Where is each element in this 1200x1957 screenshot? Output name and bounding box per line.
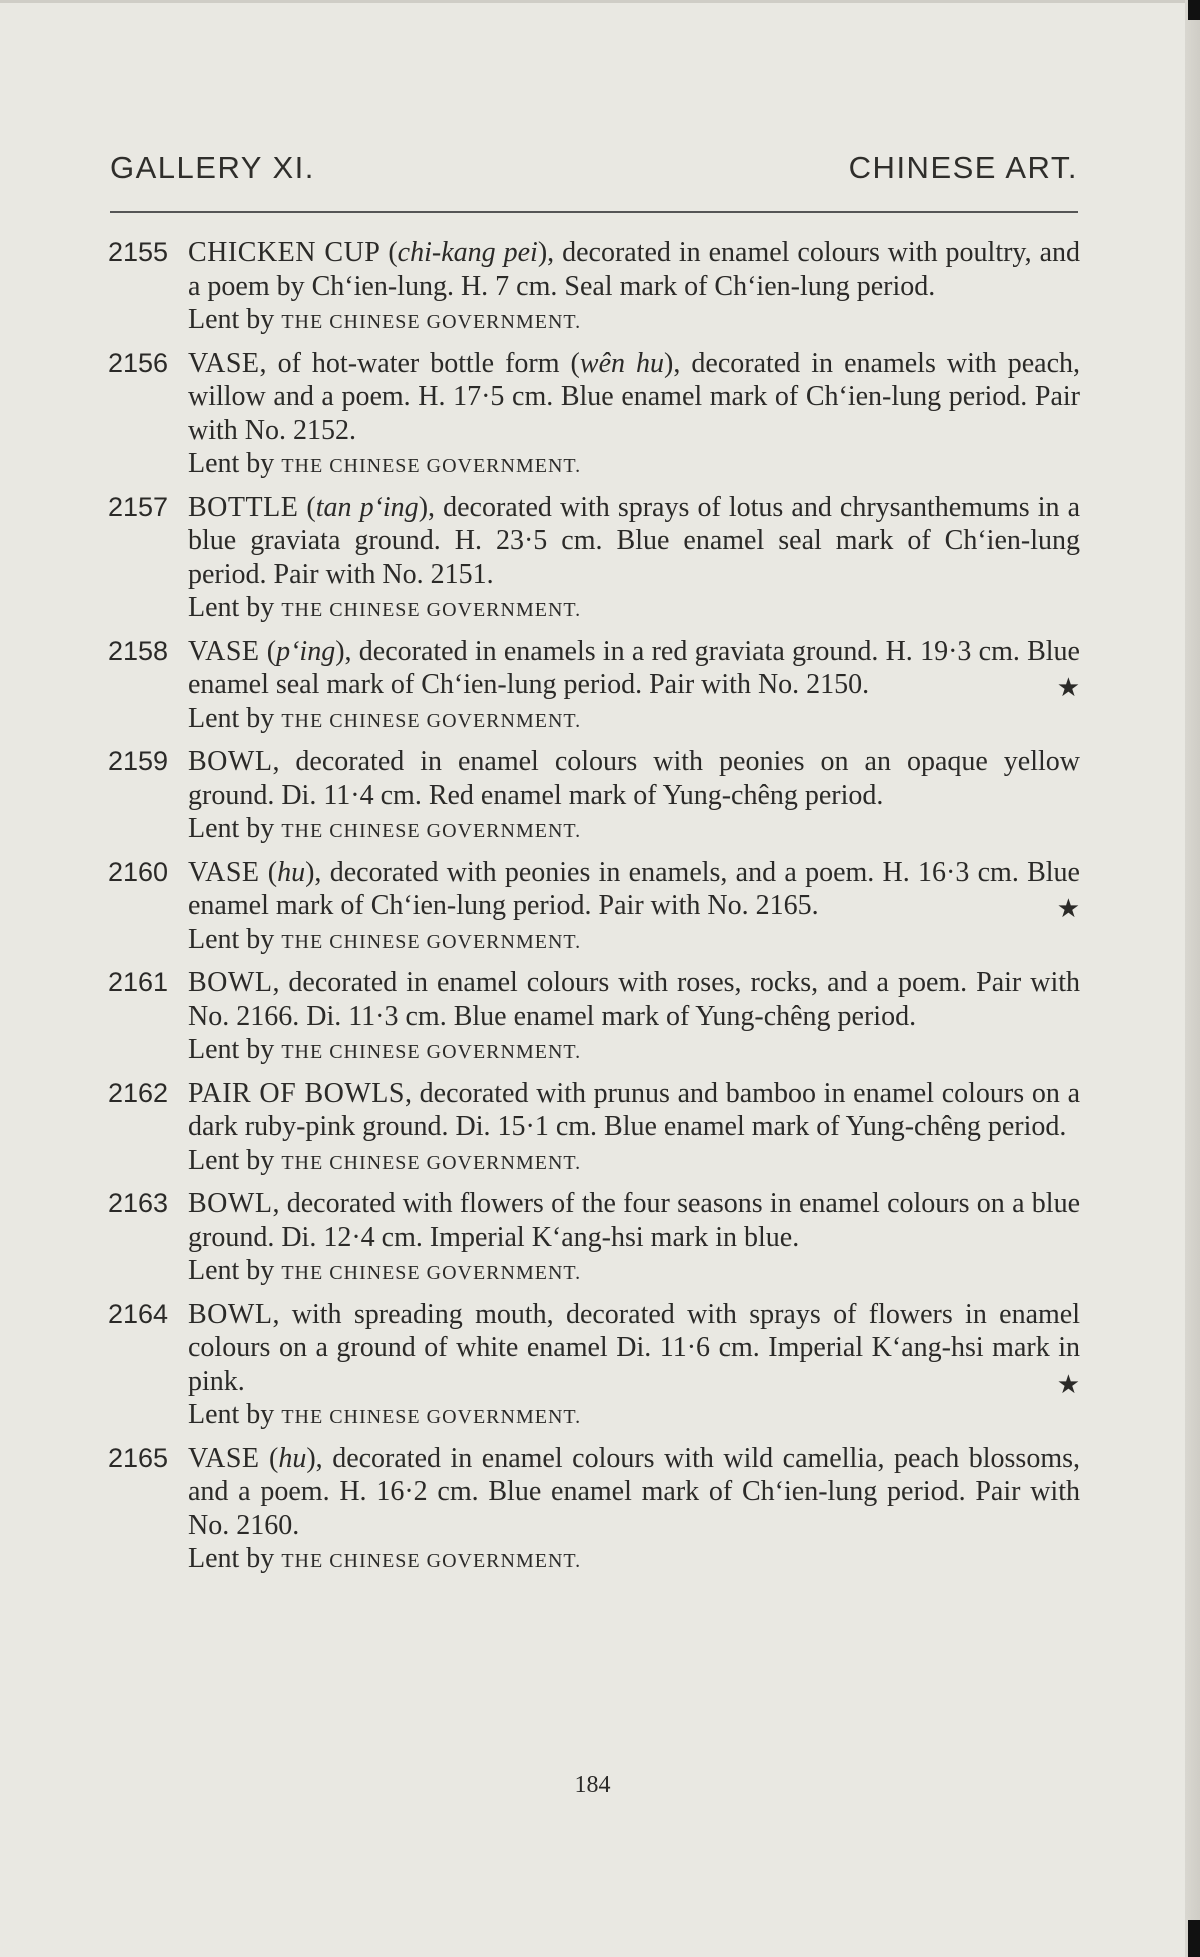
entry-description xyxy=(188,1077,1080,1181)
entry-description xyxy=(188,1187,1080,1291)
entry-number: 2164 xyxy=(108,1298,169,1329)
page-top-edge xyxy=(0,0,1185,3)
entry-description xyxy=(188,856,1080,960)
running-header xyxy=(110,150,1078,200)
entry-lender xyxy=(188,1033,1080,1070)
entry-title: BOWL xyxy=(188,1298,273,1330)
entry-title: BOTTLE xyxy=(188,491,299,523)
entry-description xyxy=(188,966,1080,1070)
entry-title: VASE xyxy=(188,1442,260,1474)
entry-chinese-name: hu xyxy=(278,1442,307,1474)
entry-lender xyxy=(188,303,1080,340)
entry-lender xyxy=(188,1144,1080,1181)
entry-description xyxy=(188,347,1080,484)
entry-text: ( xyxy=(259,1442,279,1474)
entry-description xyxy=(188,236,1080,340)
lender-name: THE CHINESE GOVERNMENT. xyxy=(281,820,582,842)
entry-title: VASE xyxy=(188,635,260,667)
catalogue-entry xyxy=(108,1077,1080,1181)
entry-title: CHICKEN CUP xyxy=(188,237,381,268)
lender-prefix: Lent by xyxy=(188,1255,275,1286)
header-gallery: GALLERY XI. xyxy=(110,150,315,185)
header-rule xyxy=(110,211,1078,213)
entry-chinese-name: tan p‘ing xyxy=(315,491,419,523)
entry-title: BOWL xyxy=(188,1188,273,1219)
star-icon: ★ xyxy=(1056,1369,1080,1399)
catalogue-entry xyxy=(108,745,1080,849)
entry-chinese-name: chi-kang pei xyxy=(397,237,538,268)
catalogue-entry xyxy=(108,1298,1080,1435)
catalogue-entries xyxy=(108,236,1080,1586)
header-subject: CHINESE ART. xyxy=(848,150,1078,185)
entry-text: , decorated in enamel colours with peonies on an opaque yellow ground. Di. 11·4 cm. Red enamel mark of Yung-chêng period. xyxy=(188,746,1080,811)
entry-title: BOWL xyxy=(188,967,273,998)
lender-name: THE CHINESE GOVERNMENT. xyxy=(281,599,582,621)
lender-prefix: Lent by xyxy=(188,448,275,479)
catalogue-entry xyxy=(108,1187,1080,1291)
lender-name: THE CHINESE GOVERNMENT. xyxy=(281,930,582,953)
entry-text: ( xyxy=(380,237,398,268)
page-number: 184 xyxy=(574,1772,611,1798)
entry-text: , with spreading mouth, decorated with sprays of flowers in enamel colours on a ground of white enamel Di. 11·6 cm. Imperial K‘ang-hsi mark in pink. xyxy=(188,1298,1080,1397)
entry-number: 2156 xyxy=(108,347,169,378)
entry-text-continued: ), decorated in enamel colours with poultry, and a poem by Ch‘ien-lung. H. 7 cm. Seal mark of Ch‘ien-lung period. xyxy=(188,237,1080,302)
lender-prefix: Lent by xyxy=(188,1034,275,1065)
catalogue-entry xyxy=(108,491,1080,628)
entry-lender xyxy=(188,702,1080,739)
catalogue-entry xyxy=(108,856,1080,960)
entry-title: VASE xyxy=(188,347,260,379)
lender-name: THE CHINESE GOVERNMENT. xyxy=(281,1151,582,1174)
entry-text: ( xyxy=(259,856,278,888)
entry-description xyxy=(188,635,1080,739)
entry-number: 2155 xyxy=(108,237,169,267)
entry-text-continued: ), decorated with sprays of lotus and chrysanthemums in a blue graviata ground. H. 23·5 cm. Blue enamel seal mark of Ch‘ien-lung period. Pair with No. 2151. xyxy=(188,491,1080,590)
lender-name: THE CHINESE GOVERNMENT. xyxy=(281,1041,582,1063)
entry-text-continued: ), decorated in enamel colours with wild camellia, peach blossoms, and a poem. H. 16·2 cm. Blue enamel mark of Ch‘ien-lung period. Pair with No. 2160. xyxy=(188,1442,1081,1541)
entry-chinese-name: hu xyxy=(277,856,306,888)
entry-title: BOWL xyxy=(188,746,273,777)
entry-text: ( xyxy=(298,491,316,523)
entry-description xyxy=(188,745,1080,849)
page-edge xyxy=(1185,0,1200,1957)
catalogue-entry xyxy=(108,635,1080,739)
star-icon: ★ xyxy=(1056,894,1080,923)
entry-lender xyxy=(188,1398,1080,1435)
lender-prefix: Lent by xyxy=(188,813,275,844)
entry-lender xyxy=(188,1542,1080,1579)
entry-description xyxy=(188,1298,1080,1435)
catalogue-entry xyxy=(108,1442,1080,1579)
lender-prefix: Lent by xyxy=(188,1543,275,1574)
entry-lender xyxy=(188,923,1080,960)
lender-name: THE CHINESE GOVERNMENT. xyxy=(281,709,582,732)
entry-number: 2158 xyxy=(108,635,169,666)
entry-number: 2157 xyxy=(108,491,169,522)
lender-name: THE CHINESE GOVERNMENT. xyxy=(281,311,582,333)
entry-text-continued: ), decorated in enamels with peach, willow and a poem. H. 17·5 cm. Blue enamel mark of Ch‘ien-lung period. Pair with No. 2152. xyxy=(188,347,1081,446)
lender-name: THE CHINESE GOVERNMENT. xyxy=(281,455,582,477)
entry-text-continued: ), decorated with peonies in enamels, and a poem. H. 16·3 cm. Blue enamel mark of Ch‘ien-lung period. Pair with No. 2165. xyxy=(188,856,1080,921)
entry-lender xyxy=(188,812,1080,849)
entry-lender xyxy=(188,447,1080,484)
entry-description xyxy=(188,491,1080,628)
star-icon: ★ xyxy=(1056,673,1080,702)
entry-text: , decorated with flowers of the four seasons in enamel colours on a blue ground. Di. 12·4 cm. Imperial K‘ang-hsi mark in blue. xyxy=(188,1188,1080,1253)
entry-text-continued: ), decorated in enamels in a red graviata ground. H. 19·3 cm. Blue enamel seal mark of Ch‘ien-lung period. Pair with No. 2150. xyxy=(188,635,1080,700)
entry-description xyxy=(188,1442,1080,1579)
entry-number: 2165 xyxy=(108,1442,169,1473)
lender-prefix: Lent by xyxy=(188,923,275,955)
entry-number: 2163 xyxy=(108,1188,169,1218)
entry-lender xyxy=(188,591,1080,628)
catalogue-entry xyxy=(108,347,1080,484)
catalogue-entry xyxy=(108,966,1080,1070)
entry-chinese-name: wên hu xyxy=(579,347,665,379)
lender-prefix: Lent by xyxy=(188,1399,275,1430)
catalogue-entry xyxy=(108,236,1080,340)
entry-text: ( xyxy=(259,635,277,667)
edge-mark-bottom xyxy=(1188,1920,1200,1957)
entry-lender xyxy=(188,1254,1080,1291)
entry-number: 2162 xyxy=(108,1077,169,1108)
lender-prefix: Lent by xyxy=(188,304,275,335)
lender-prefix: Lent by xyxy=(188,1144,275,1176)
entry-text: , of hot-water bottle form ( xyxy=(259,347,580,379)
entry-title: PAIR OF BOWLS xyxy=(188,1077,405,1109)
entry-number: 2159 xyxy=(108,746,169,776)
lender-name: THE CHINESE GOVERNMENT. xyxy=(281,1406,582,1428)
lender-name: THE CHINESE GOVERNMENT. xyxy=(281,1262,582,1284)
entry-text: , decorated with prunus and bamboo in enamel colours on a dark ruby-pink ground. Di. 15·1 cm. Blue enamel mark of Yung-chêng period. xyxy=(188,1077,1081,1142)
entry-title: VASE xyxy=(188,856,260,888)
lender-prefix: Lent by xyxy=(188,592,275,623)
edge-mark-top xyxy=(1188,0,1200,20)
entry-text: , decorated in enamel colours with roses, rocks, and a poem. Pair with No. 2166. Di. 11·3 cm. Blue enamel mark of Yung-chêng period. xyxy=(188,967,1080,1032)
entry-chinese-name: p‘ing xyxy=(276,635,336,667)
lender-name: THE CHINESE GOVERNMENT. xyxy=(281,1550,582,1572)
entry-number: 2160 xyxy=(108,856,169,887)
lender-prefix: Lent by xyxy=(188,702,275,734)
entry-number: 2161 xyxy=(108,967,169,997)
